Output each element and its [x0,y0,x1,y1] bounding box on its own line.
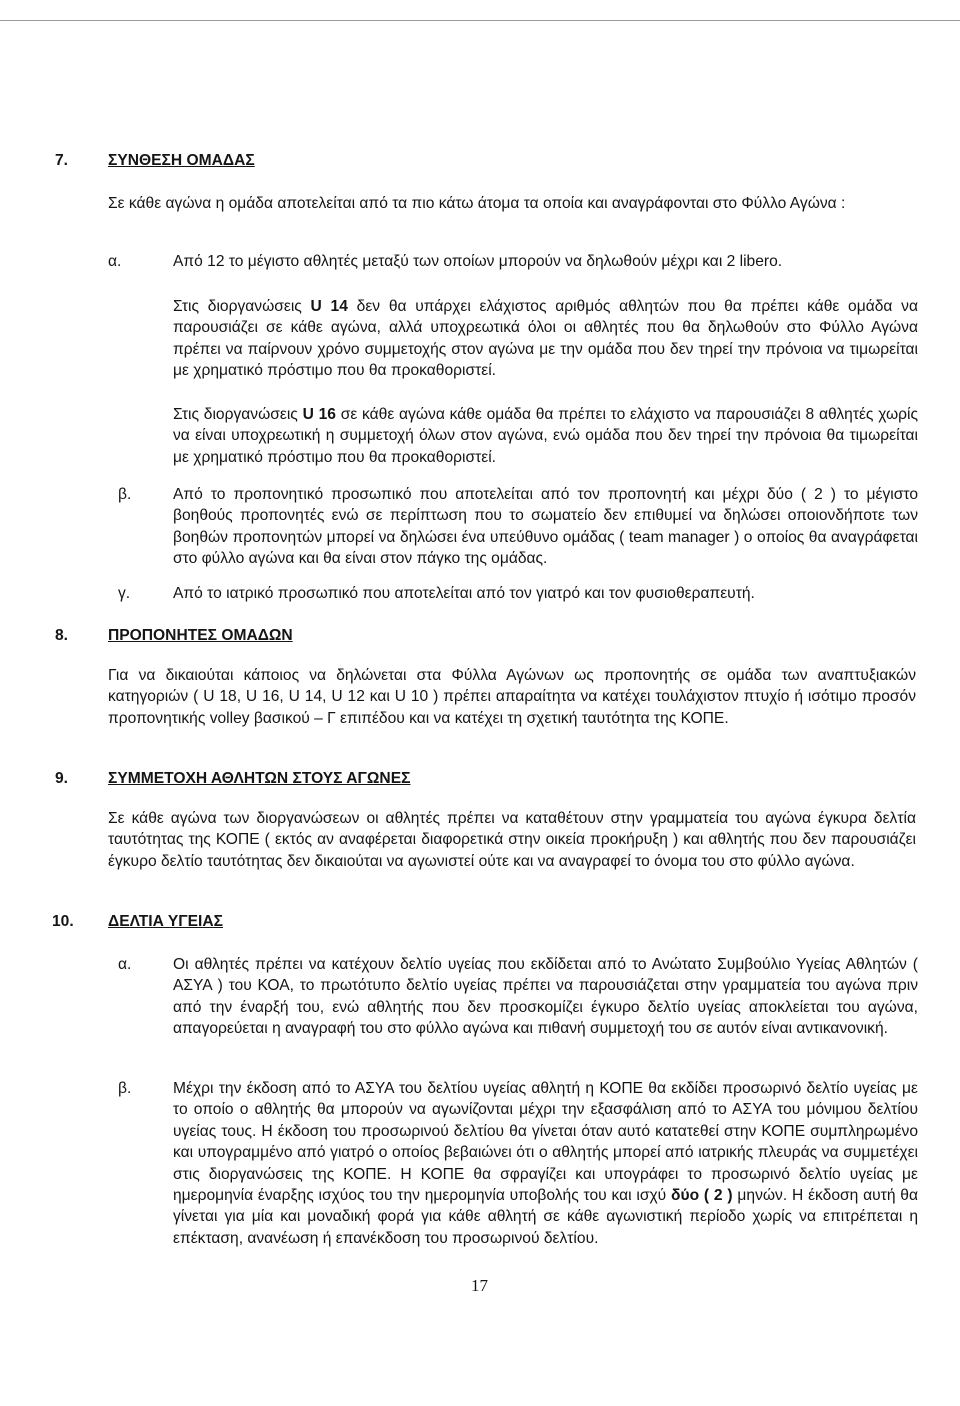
top-rule [0,20,960,21]
section-7-item-b-label: β. [118,486,132,503]
section-7-u16-paragraph [173,404,918,468]
section-7-intro: Σε κάθε αγώνα η ομάδα αποτελείται από τα πιο κάτω άτομα τα οποία και αναγράφονται στο Φύλλο Αγώνα : [108,195,846,212]
section-9-heading: ΣΥΜΜΕΤΟΧΗ ΑΘΛΗΤΩΝ ΣΤΟΥΣ ΑΓΩΝΕΣ [108,770,411,787]
u14-bold: U 14 [310,298,348,315]
item-b-text-post: μηνών. Η έκδοση αυτή θα γίνεται για μία και μοναδική φορά για κάθε αθλητή σε κάθε αγωνιστική περίοδο χωρίς να επιτρέπεται η επέκταση, ανανέωση ή επανέκδοση του προσωρινού δελτίου. [173,1187,918,1247]
page-number: 17 [471,1276,488,1295]
section-8-number: 8. [55,627,69,644]
u14-text-post: δεν θα υπάρχει ελάχιστος αριθμός αθλητών που θα πρέπει κάθε ομάδα να παρουσιάζει σε κάθε αγώνα, αλλά υποχρεωτικά όλοι οι αθλητές που θα δηλωθούν στο Φύλλο Αγώνα πρέπει να παίρνουν χρόνο συμμετοχής στον αγώνα με την ομάδα που δεν τηρεί την πρόνοια να τιμωρείται με χρηματικό πρόστιμο που θα προκαθοριστεί. [173,298,918,380]
section-8-heading: ΠΡΟΠΟΝΗΤΕΣ ΟΜΑΔΩΝ [108,627,293,644]
section-7-item-a-label: α. [108,253,122,270]
section-9-text: Σε κάθε αγώνα των διοργανώσεων οι αθλητές πρέπει να καταθέτουν στην γραμματεία του αγώνα έγκυρα δελτία ταυτότητας της ΚΟΠΕ ( εκτός αν αναφέρεται διαφορετικά στην οικεία προκήρυξη ) και αθλητής που δεν παρουσιάζει έγκυρο δελτίο ταυτότητας δεν δικαιούται να αγωνιστεί ούτε και να αναγραφεί το όνομα του στο φύλλο αγώνα. [108,810,916,870]
section-7-heading: ΣΥΝΘΕΣΗ ΟΜΑΔΑΣ [108,152,255,169]
section-9-number: 9. [55,770,69,787]
section-7-number: 7. [55,152,69,169]
section-7-item-c-text: Από το ιατρικό προσωπικό που αποτελείται από τον γιατρό και τον φυσιοθεραπευτή. [173,585,755,602]
u14-text-pre: Στις διοργανώσεις [173,298,311,315]
section-10-item-a-text: Οι αθλητές πρέπει να κατέχουν δελτίο υγείας που εκδίδεται από το Ανώτατο Συμβούλιο Υγείας Αθλητών ( ΑΣΥΑ ) του ΚΟΑ, το πρωτότυπο δελτίο υγείας πρέπει να παρουσιάζεται στην γραμματεία του αγώνα πριν από την έναρξή του, ενώ αθλητής που δεν προσκομίζει έγκυρο δελτίο υγείας αποκλείεται του αγώνα, απαγορεύεται η αναγραφή του στο φύλλο αγώνα και πιθανή συμμετοχή του σε αυτόν είναι αντικανονική. [173,956,918,1038]
section-8-text: Για να δικαιούται κάποιος να δηλώνεται στα Φύλλα Αγώνων ως προπονητής σε ομάδα των αναπτυξιακών κατηγοριών ( U 18, U 16, U 14, U 12 και U 10 ) πρέπει απαραίτητα να κατέχει τουλάχιστον πτυχίο ή ισότιμο προσόν προπονητικής volley βασικού – Γ επιπέδου και να κατέχει τη σχετική ταυτότητα της ΚΟΠΕ. [108,667,916,727]
u16-bold: U 16 [302,406,336,423]
section-7-item-a-text: Από 12 το μέγιστο αθλητές μεταξύ των οποίων μπορούν να δηλωθούν μέχρι και 2 libero. [173,253,783,270]
section-10-item-a-label: α. [118,956,132,973]
section-10-item-b-text [173,1078,918,1249]
item-b-text-pre: Μέχρι την έκδοση από το ΑΣΥΑ του δελτίου υγείας αθλητή η ΚΟΠΕ θα εκδίδει προσωρινό δελτίο υγείας με το οποίο ο αθλητής θα μπορούν να αγωνίζονται μέχρι την εξασφάλιση από το ΑΣΥΑ του μόνιμου δελτίου υγείας τους. Η έκδοση του προσωρινού δελτίου θα γίνεται όταν αυτό κατατεθεί στην ΚΟΠΕ συμπληρωμένο και υπογραμμένο από γιατρό ο οποίος βεβαιώνει ότι ο αθλητής μπορεί από ιατρικής πλευράς να συμμετέχει στις διοργανώσεις της ΚΟΠΕ. Η ΚΟΠΕ θα σφραγίζει και υπογράφει το προσωρινό δελτίο υγείας με ημερομηνία έναρξης ισχύος του την ημερομηνία υποβολής του και ισχύ [173,1080,918,1205]
section-7-item-b-text: Από το προπονητικό προσωπικό που αποτελείται από τον προπονητή και μέχρι δύο ( 2 ) το μέγιστο βοηθούς προπονητές ενώ σε περίπτωση που το σωματείο δεν επιθυμεί να δηλώσει οποιονδήποτε των βοηθών προπονητών μπορεί να δηλώσει ένα υπεύθυνο ομάδας ( team manager ) ο οποίος θα αναγράφεται στο φύλλο αγώνα και θα είναι στον πάγκο της ομάδας. [173,486,918,568]
section-10-number: 10. [52,913,74,930]
section-7-item-c-label: γ. [118,585,131,602]
item-b-bold: δύο ( 2 ) [671,1187,733,1205]
section-7-u14-paragraph [173,296,918,382]
section-10-item-b-label: β. [118,1080,132,1097]
section-10-heading: ΔΕΛΤΙΑ ΥΓΕΙΑΣ [108,913,224,930]
u16-text-pre: Στις διοργανώσεις [173,406,303,423]
u16-text-post: σε κάθε αγώνα κάθε ομάδα θα πρέπει το ελάχιστο να παρουσιάζει 8 αθλητές χωρίς να είναι υποχρεωτική η συμμετοχή όλων στον αγώνα, ενώ ομάδα που δεν τηρεί την πρόνοια θα τιμωρείται με χρηματικό πρόστιμο που θα προκαθοριστεί. [173,406,918,466]
